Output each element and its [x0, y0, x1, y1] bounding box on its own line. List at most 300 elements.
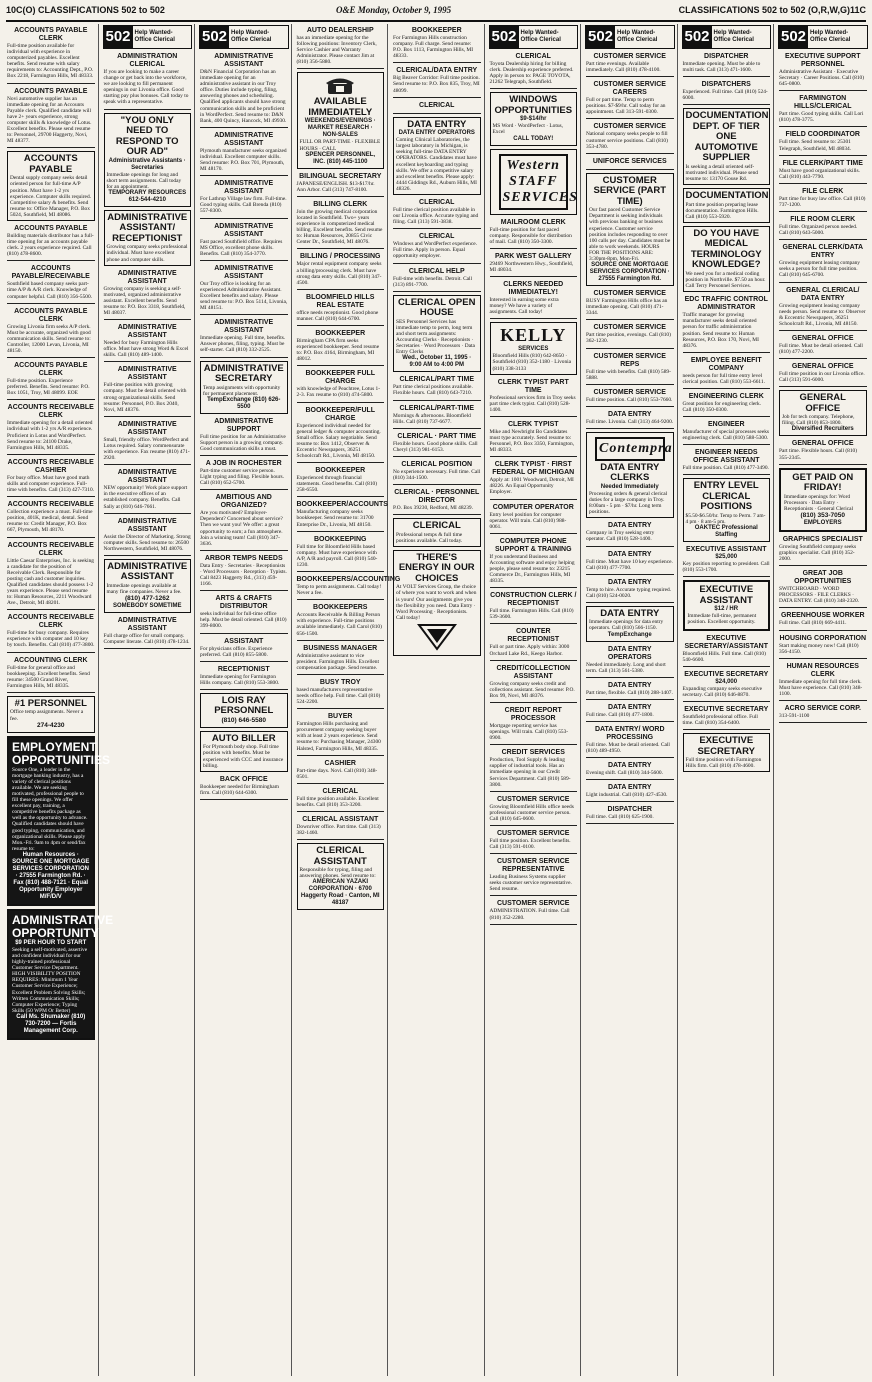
ad-body: Growing Southfield company seeks graphics specialist. Call (810) 352-2000.: [779, 543, 857, 563]
ad-heading: CUSTOMER SERVICE: [497, 900, 570, 908]
ad-heading: ENTRY LEVEL CLERICAL POSITIONS: [693, 480, 759, 513]
ad-body: Professional temps & full time positions available. Call today.: [396, 531, 463, 544]
ad-heading: BOOKKEEPER/ACCOUNTS: [296, 501, 388, 509]
ad-heading: GENERAL OFFICE: [791, 440, 854, 448]
ad-body: Source One, a leader in the mortgage banking industry, has a variety of clerical positions available. We are seeking motivated, professional people to fill these openings. We offer excellent pay, training, a competitive benefits package as well as the opportunity to advance. Qualified candidates should have good typing, communication, and organizational skills. Please apply Mon.-Fri. 9am to 4pm or send/fax resume to:: [12, 766, 88, 852]
ad-phone: 274-4230: [37, 721, 65, 729]
classified-ad: [779, 634, 867, 659]
ad-body: Immediate openings for data entry operators. Call (810) 566-1150.: [589, 619, 664, 632]
ad-heading: CASHIER: [324, 759, 356, 767]
ad-heading: ACCOUNTS PAYABLE: [14, 224, 88, 232]
classified-ad: [7, 87, 95, 149]
ad-heading: BOOKKEEPERS: [313, 604, 368, 612]
ad-body: Full time. Call (810) 625-1900.: [586, 814, 654, 821]
classified-ad: [297, 603, 385, 640]
ad-body: For Plymouth body shop. Full time position with benefits. Must be experienced with CCC and insurance billing.: [203, 744, 284, 769]
classified-ad: [297, 369, 385, 402]
classified-ad: [200, 179, 288, 218]
section-header: [199, 25, 289, 49]
classified-ad: [297, 843, 385, 910]
classified-ad: [7, 541, 95, 611]
ad-heading: COMPUTER OPERATOR: [492, 503, 574, 511]
ad-body: Full time. Call (810) 477-1800.: [586, 711, 654, 718]
volt-logo-icon: [417, 623, 457, 651]
ad-body: Processing orders & general clerical duties for a large company in Troy. 8:00am - 5 pm · $7/hr. Long term positions.: [589, 490, 668, 516]
classified-ad: [200, 731, 288, 772]
ad-heading: ADMINISTRATIVE ASSISTANT: [214, 264, 274, 280]
classified-ad: [200, 222, 288, 261]
ad-heading: CLERICAL ASSISTANT: [302, 816, 379, 823]
ad-body: Administrative Assistant · Executive Secretary · Career Positions. Call (810) 645-0800.: [779, 69, 865, 88]
section-header: [585, 25, 675, 49]
ad-body: Growing company seeks professional individual. Must have excellent phone and computer skills.: [106, 244, 188, 263]
ad-heading: FILE CLERK/PART TIME: [782, 159, 863, 167]
ad-body: Full time. Call (810) 669-4411.: [779, 620, 847, 627]
ad-heading: CUSTOMER SERVICE: [593, 388, 666, 396]
ad-contact: CALL TODAY!: [513, 135, 554, 142]
classified-ad: [490, 748, 578, 791]
ad-body: Is seeking a detail oriented self-motivated individual. Please send resume to: 13170 Gouse Rd.: [685, 163, 758, 183]
classified-ad: [200, 493, 288, 551]
section-number: 502: [683, 26, 712, 48]
ad-body: Full-time position available for individual with experience in computerized payables. Excellent benefits. Send resume with salary requirements to: Accounting Dept., P.O. Box 2218, Farmington Hills, MI 48333.: [7, 43, 94, 80]
classified-column: [294, 24, 401, 1376]
ad-body: BUSY Farmington Hills office has an immediate opening. Call (810) 471-3344.: [586, 298, 668, 317]
ad-heading: ADMINISTRATIVE ASSISTANT: [117, 469, 177, 485]
ad-heading: CUSTOMER SERVICE: [593, 290, 666, 298]
classified-ad: [104, 420, 192, 465]
ad-heading: FARMINGTON HILLS/CLERICAL: [793, 95, 852, 111]
classified-ad: [104, 616, 192, 649]
classified-ad: [393, 101, 481, 114]
ad-heading: GENERAL OFFICE: [791, 363, 854, 371]
classified-ad: [200, 361, 288, 414]
classified-ad: [779, 286, 867, 331]
ad-heading: ENGINEERING CLERK: [688, 392, 764, 400]
ad-heading: CUSTOMER SERVICE: [593, 324, 666, 332]
ad-phone: (810) 477-1262: [125, 595, 170, 603]
ad-body: Growing equipment leasing company needs person. Send resume to: Observer & Eccentric Newspapers, 36251 Schoolcraft Rd., Livonia, MI 48150.: [779, 302, 866, 327]
ad-heading: BOOKKEEPING: [313, 535, 367, 543]
ad-body: Fast paced Southfield office. Requires MS Office, excellent phone skills. Benefits. Call (810) 354-3770.: [200, 238, 283, 257]
ad-body: Part-time customer service person. Light typing and filing. Flexible hours. Call (810) 652-5700.: [200, 468, 284, 487]
ad-contact: Call Ms. Shumaker (810) 730-7200 — Fortis Management Corp.: [16, 1013, 86, 1034]
ad-heading: ACCOUNTS PAYABLE/RECEIVABLE: [11, 265, 90, 281]
ad-body: SWITCHBOARD · WORD PROCESSORS · FILE CLERKS · DATA ENTRY. Call (810) 348-2320.: [779, 586, 860, 605]
ad-heading: CLERK TYPIST · FIRST FEDERAL OF MICHIGAN: [492, 461, 575, 477]
ad-body: Join the growing medical corporation located in Southfield. Two+ years experience in computerized medical billing. Excellent benefits. Send resume to: Human Resources, 20855 Civic Center Dr., Southfield, MI 48076.: [296, 208, 383, 246]
ad-body: Must have good organizational skills. Call (810) 443-7790.: [779, 167, 860, 180]
classified-ad: [393, 117, 481, 195]
classified-ad: [7, 361, 95, 400]
ad-heading: BOOKKEEPER/FULL CHARGE: [305, 406, 376, 422]
classified-ad: [586, 388, 674, 407]
ad-heading: CREDIT/COLLECTION ASSISTANT: [496, 664, 570, 680]
classified-ad: [586, 550, 674, 575]
classified-ad: [297, 252, 385, 289]
ad-heading: "YOU ONLY NEED TO RESPOND TO OUR AD": [115, 114, 179, 158]
ad-body: Full time. Organized person needed. Call (810) 643-5000.: [779, 224, 858, 237]
classified-ad: [490, 322, 578, 374]
classified-ad: [7, 736, 111, 906]
classified-ad: [683, 188, 771, 223]
ad-body: Leading Business Systems supplier seeks customer service representative. Send resume.: [489, 874, 572, 893]
classified-column: [101, 24, 196, 1376]
classified-ad: [683, 634, 771, 667]
classified-ad: [683, 420, 771, 445]
classified-ad: [297, 644, 385, 675]
ad-body: Part time. Good typing skills. Call Lori (810) 478-3775.: [779, 111, 864, 124]
ad-body: We need you for a medical coding position in Northville. $7.50 an hour. Call Terry Personnel Services.: [685, 270, 766, 290]
ad-body: Mornings & afternoons. Bloomfield Hills. Call (810) 737-6677.: [393, 412, 471, 425]
classified-ad: [7, 403, 95, 454]
ad-body: Bookkeeper needed for Birmingham firm. Call (810) 644-6300.: [200, 783, 279, 796]
ad-heading: BOOKKEEPER: [315, 329, 366, 337]
classified-ad: [586, 703, 674, 722]
ad-heading: DATA ENTRY: [607, 522, 652, 530]
ad-heading: ADMINISTRATIVE ASSISTANT: [117, 366, 177, 382]
ad-body: If you understand Business and Accounting software and enjoy helping people, please send resume to: 23215 Commerce Dr., Farmington Hills, MI 48335.: [489, 553, 575, 585]
classified-ad: [200, 554, 288, 591]
ad-heading: DATA ENTRY: [607, 762, 652, 770]
ad-body: For Farmington Hills construction company. Full charge. Send resume: P.O. Box 1113, Farmington Hills, MI 48333.: [393, 35, 474, 60]
ad-body: Farmington Hills purchasing and procurement company seeking buyer with at least 2 years experience. Send resume to: Purchasing Manager, 24300 Halsted, Farmington Hills, MI 48335.: [296, 721, 381, 752]
ad-body: Evening shift. Call (810) 344-5600.: [586, 770, 663, 777]
ad-body: Full time. Must be detail oriented. Call (810) 477-2200.: [779, 342, 863, 355]
classified-ad: [490, 537, 578, 588]
ad-body: Growing company seeks credit and collections assistant. Send resume: P.O. Box 99, Novi, MI 48376.: [489, 680, 575, 699]
ad-body: Start making money now! Call (810) 356-4150.: [779, 642, 859, 655]
ad-heading: DATA ENTRY: [600, 607, 660, 619]
ad-heading: ADMINISTRATIVE ASSISTANT: [117, 517, 177, 533]
classified-ad: [490, 829, 578, 854]
classified-ad: [586, 681, 674, 700]
company-logo: Contempra: [595, 437, 665, 461]
ad-heading: BACK OFFICE: [219, 775, 268, 783]
classified-ad: [779, 662, 867, 701]
classified-ad: [490, 899, 578, 924]
ad-heading: BILLING / PROCESSING: [299, 253, 381, 261]
classified-ad: [490, 218, 578, 249]
ad-heading: HUMAN RESOURCES CLERK: [786, 662, 859, 678]
ad-body: Big Beaver Corridor: Full time position. Send resume to: P.O. Box 835, Troy, MI 48099.: [393, 75, 480, 94]
ad-body: seeks individual for full-time office help. Must be detail oriented. Call (810) 399-8000.: [200, 611, 287, 630]
ad-body: FULL OR PART-TIME · FLEXIBLE HOURS · CALL: [299, 139, 381, 152]
classified-ad: [490, 52, 578, 89]
ad-phone: (810) 353-7050: [800, 511, 845, 519]
ad-body: Apply at: 1001 Woodward, Detroit, MI 48226. An Equal Opportunity Employer.: [489, 477, 574, 496]
classified-ad: [779, 468, 867, 532]
ad-heading: BUSINESS MANAGER: [303, 644, 378, 652]
ad-heading: FILE ROOM CLERK: [790, 216, 856, 224]
ad-body: Downriver office. Part time. Call (313) 382-1460.: [296, 824, 381, 837]
ad-body: with knowledge of Peachtree, Lotus 1-2-3. Fax resume to (810) 474-5800.: [296, 386, 381, 399]
classified-ad: [297, 172, 385, 197]
classified-ad: [297, 535, 385, 572]
ad-body: Our fast paced Customer Service Department is seeking individuals with previous banking or business experience. Customer service position includes responding to over 100 calls per day. Candidates must be able to work weekends. HOURS FOR THE POSITIONS ARE: 3:30pm-8pm, Mon-Fri.: [589, 207, 671, 262]
ad-heading: BILLING CLERK: [313, 200, 368, 208]
classified-ad: [586, 761, 674, 780]
classified-ad: [393, 488, 481, 515]
ad-body: Immediate opening. Must be able to multi task. Call (313) 471-1600.: [682, 61, 761, 74]
classified-ad: [490, 378, 578, 417]
ad-heading: COUNTER RECEPTIONIST: [507, 628, 560, 644]
classified-ad: [393, 26, 481, 63]
ad-body: Manufacturing company seeks bookkeeper. Send resume to: 31700 Enterprise Dr., Livonia, MI 48150.: [296, 509, 374, 528]
ad-body: Full time. Farmington Hills. Call (810) 539-3600.: [489, 608, 574, 621]
ad-heading: ADMINISTRATIVE ASSISTANT: [117, 617, 177, 633]
ad-body: Light industrial. Call (810) 427-4530.: [586, 792, 668, 799]
ad-heading: CLERICAL/PART-TIME: [399, 404, 475, 412]
ad-contact: Diversified Recruiters: [791, 426, 854, 433]
ad-heading: CLERKS NEEDED IMMEDIATELY!: [503, 281, 564, 297]
ad-body: NEW opportunity! Work place support in the executive offices of an established company. Benefits. Call Sally at (810) 646-7661.: [103, 485, 188, 510]
classified-ad: [779, 334, 867, 359]
ad-heading: GET PAID ON FRIDAY!: [792, 471, 854, 494]
ad-heading: BUYER: [327, 713, 353, 721]
ad-heading: ENGINEER: [707, 421, 745, 429]
ad-subheading: Needed Immediately: [600, 483, 659, 490]
classified-column: [776, 24, 870, 1376]
ad-body: Southfield based company seeks part-time A/P & A/R clerk. Knowledge of computer helpful. Call (810) 356-5500.: [7, 281, 93, 300]
classified-ad: [586, 578, 674, 603]
ad-body: Full or part time. Temp to perm positions. $7-$9/hr. Call today for an appointment. Call 313-591-0300.: [586, 97, 666, 116]
ad-heading: CLERICAL ASSISTANT: [313, 845, 367, 867]
classified-ad: [779, 243, 867, 282]
ad-body: D&N Financial Corporation has an immediate opening for an administrative assistant in our Troy office. Duties include typing, filing, answering phones and scheduling. Qualified applicants should have strong communication skills and be proficient in WordPerfect. Send resume to: D&N Bank, 400 Quincy, Hancock, MI 49930.: [200, 69, 287, 124]
ad-body: Full time. Livonia. Call (313) 464-9200.: [586, 418, 674, 425]
ad-body: Part time. Flexible hours. Call (810) 355-2345.: [779, 448, 858, 461]
ad-heading: CLERICAL: [412, 520, 461, 532]
ad-heading: ADMINISTRATIVE OPPORTUNITY: [12, 912, 114, 940]
ad-heading: BILINGUAL SECRETARY: [299, 172, 382, 180]
classified-ad: [200, 594, 288, 633]
classified-ad: [297, 712, 385, 755]
classified-ad: [7, 151, 95, 221]
ad-body: Novi automotive supplier has an immediate opening for an Accounts Payable clerk. Qualified candidate will have 2+ years experience, strong computer skills & knowledge of Lotus. Excellent benefits. Please send resume to: Personnel, 29700 Haggerty, Novi, MI 48377.: [7, 95, 92, 145]
ad-heading: ADMINISTRATIVE ASSISTANT: [214, 180, 274, 196]
classified-ad: [200, 775, 288, 800]
classified-ad: [200, 459, 288, 490]
ad-body: Full time position in our Livonia office. Call (313) 591-6000.: [779, 371, 865, 384]
ad-subheading: $12 / HR: [714, 606, 739, 613]
ad-heading: ADMINISTRATIVE ASSISTANT: [214, 222, 274, 238]
ad-body: Traffic manager for growing manufacturer seeks detail oriented person for traffic administration position. Send resume to: Human Resources, P.O. Box 170, Novi, MI 48376.: [682, 312, 759, 349]
ad-heading: ACCOUNTS RECEIVABLE CLERK: [7, 404, 94, 420]
classified-ad: [393, 66, 481, 97]
classified-ad: [779, 215, 867, 240]
ad-body: Growing Bloomfield Hills office needs professional customer service person. Call (810) 645-0600.: [489, 803, 574, 822]
ad-subheading: DATA ENTRY OPERATORS: [398, 130, 475, 137]
ad-heading: GENERAL CLERK/DATA ENTRY: [782, 244, 863, 260]
ad-body: Responsible for typing, filing and answering phones. Send resume to:: [299, 867, 376, 880]
ad-body: Experienced through financial statements. Good benefits. Call (810) 258-6550.: [296, 475, 378, 494]
ad-body: needs person for full time entry level clerical position. Call (810) 553-6611.: [682, 372, 765, 385]
ad-body: Professional services firm in Troy seeks part time clerk typist. Call (810) 528-1400.: [489, 394, 576, 413]
ad-body: SES Personnel Services has immediate temp to perm, long term and short term assignments: Accounting Clerks · Receptionists · Secretaries · Word Processors · Data Entry Clerks: [396, 318, 475, 356]
ad-heading: DOCUMENTATION DEPT. OF TIER ONE AUTOMOTIVE SUPPLIER: [685, 110, 769, 164]
classified-column: [197, 24, 292, 1376]
classified-ad: [683, 52, 771, 77]
ad-subheading: $25,000: [715, 554, 738, 561]
ad-heading: CUSTOMER SERVICE CAREERS: [593, 81, 666, 97]
classified-ad: [490, 857, 578, 896]
classified-ad: [296, 575, 401, 600]
ad-heading: ARTS & CRAFTS DISTRIBUTOR: [215, 595, 272, 611]
classified-ad: [683, 545, 771, 577]
ad-body: Entry level position for computer operator. Will train. Call (810) 988-0061.: [489, 511, 567, 530]
ad-body: Part time position preparing lease documentation. Farmington Hills. Call (810) 553-5920.: [685, 201, 759, 220]
classified-ad: [683, 226, 771, 292]
ad-heading: PARK WEST GALLERY: [494, 252, 572, 260]
ad-body: Collection experience a must. Full-time position, 401K, medical, dental. Send resume to: Credit Manager, P.O. Box 667, Plymouth, MI 48170.: [7, 509, 93, 534]
ad-heading: BOOKKEEPER FULL CHARGE: [305, 370, 376, 386]
ad-heading: ADMINISTRATIVE SUPPORT: [214, 417, 274, 433]
classified-ad: [297, 72, 385, 168]
ad-heading: DISPATCHERS: [701, 81, 751, 89]
ad-heading: ADMINISTRATIVE ASSISTANT: [117, 420, 177, 436]
ad-heading: CUSTOMER SERVICE: [593, 53, 666, 60]
ad-heading: CUSTOMER SERVICE: [497, 829, 570, 837]
ad-heading: ADMINISTRATIVE ASSISTANT: [214, 53, 274, 68]
ad-heading: DOCUMENTATION: [685, 190, 769, 202]
ad-heading: CLERICAL · PART TIME: [397, 432, 477, 440]
ad-heading: CLERICAL: [419, 101, 455, 109]
classified-ad: [683, 80, 771, 105]
ad-body: Needed immediately. Long and short term. Call (313) 561-5380.: [586, 661, 666, 674]
ad-contact: TempExchange (810) 626-5500: [207, 396, 281, 410]
ad-contact: SOMEBODY SOMETIME: [112, 603, 182, 610]
classified-ad: [779, 569, 867, 608]
ad-body: MS Word · WordPerfect · Lotus, Excel: [492, 123, 563, 136]
ad-body: Temp to perm assignments. Call today! Never a fee.: [296, 584, 382, 597]
classified-ad: [200, 52, 288, 128]
ad-body: Immediate openings available at many fine companies. Never a fee.: [106, 582, 182, 595]
classified-ad: [586, 80, 674, 119]
classified-ad: [779, 439, 867, 464]
section-number: 502: [779, 26, 808, 48]
classified-ad: [393, 232, 481, 263]
ad-heading: CONSTRUCTION CLERK / RECEPTIONIST: [490, 592, 577, 608]
ad-heading: CUSTOMER SERVICE REPS: [593, 352, 666, 368]
ad-heading: CREDIT SERVICES: [501, 749, 565, 757]
company-logo: Western STAFF SERVICES: [499, 154, 569, 210]
ad-body: has an immediate opening for the following positions: Inventory Clerk, Service Cashier and Warranty Administrator. Please contact Jim at (810) 356-5880.: [296, 35, 377, 66]
classified-ad: [7, 458, 95, 497]
masthead-left: 10C(O) CLASSIFICATIONS 502 to 502: [6, 5, 165, 15]
classified-ad: [683, 580, 771, 630]
ad-body: Production, Tool Supply & leading supplier of industrial tools. Has an immediate opening in our Credit Services Department. Call (810) 589-3800.: [489, 757, 571, 788]
ad-heading: AUTO BILLER: [211, 732, 276, 744]
ad-body: Part time position, evenings. Call (810) 362-1230.: [586, 332, 671, 345]
classified-ad: [586, 432, 674, 518]
ad-body: JAPANESE/ENGLISH. $13-$17/hr. Ann Arbor. Call (313) 747-8100.: [296, 180, 375, 193]
classified-ad: [490, 795, 578, 826]
ad-subheading: $9-$14/hr: [520, 116, 547, 123]
masthead: [6, 2, 866, 22]
ad-heading: ADMINISTRATIVE ASSISTANT: [117, 269, 177, 285]
ad-heading: DISPATCHER: [607, 806, 652, 814]
ad-heading: EDC TRAFFIC CONTROL ADMINISTRATOR: [684, 296, 768, 312]
ad-heading: A JOB IN ROCHESTER: [205, 460, 282, 467]
section-label: Help Wanted- Office Clerical: [520, 30, 561, 43]
classified-ad: [7, 26, 95, 84]
classified-ad: [779, 94, 867, 127]
ad-body: Administrative assistant to vice president. Farmington Hills. Excellent compensation package. Send resume.: [296, 652, 379, 671]
classified-ad: [200, 264, 288, 315]
ad-body: Small, friendly office. WordPerfect and Lotus required. Salary commensurate with experience. Fax resume (810) 471-2920.: [103, 436, 190, 462]
ad-heading: WINDOWS OPPORTUNITIES: [494, 94, 573, 116]
classified-ad: [104, 517, 192, 556]
classified-ad: [297, 26, 385, 69]
classified-ad: [490, 149, 578, 215]
ad-body: Part time for busy law office. Call (810) 737-1200.: [779, 195, 866, 208]
ad-body: Immediate opening. Full time, benefits. Answer phones, filing, typing. Must be self-starter. Call (810) 332-2525.: [200, 335, 286, 354]
section-header: [489, 25, 579, 49]
ad-body: Flexible hours. Good phone skills. Call Cheryl (313) 981-6153.: [393, 440, 478, 453]
classified-ad: [7, 224, 95, 261]
ad-heading: CLERICAL: [419, 199, 455, 206]
ad-heading: COMPUTER PHONE SUPPORT & TRAINING: [494, 537, 572, 553]
classified-ad: [490, 503, 578, 534]
company-logo: KELLY: [500, 325, 567, 346]
classified-ad: [683, 295, 771, 353]
ad-body: If you are looking to make a career change or get back into the workforce, we are looking to fill permanent openings in our Livonia office. Good starting pay plus bonuses. Call today to speak with a representative.: [103, 69, 189, 106]
ad-body: Mike and Newbright Bo Candidates must type accurately. Send resume to: Personnel, P.O. Box 3350, Farmington, MI 48333.: [489, 428, 575, 454]
classified-ad: [683, 356, 771, 389]
ad-body: Little Caesar Enterprises, Inc. is seeking a candidate for the position of Receivable Clerk. Responsible for posting cash and customer inquiries. Qualified candidates should possess 1-2 years experience. Please send resume to: Human Resources, 2211 Woodward Ave., Detroit, MI 48201.: [7, 557, 94, 607]
ad-heading: FILE CLERK: [802, 187, 844, 195]
classified-ad: [779, 52, 867, 91]
ad-heading: AUTO DEALERSHIP: [306, 27, 374, 34]
section-label: Help Wanted- Office Clerical: [617, 30, 658, 43]
ad-heading: BOOKKEEPERS/ACCOUNTING: [296, 576, 401, 584]
section-header: [682, 25, 772, 49]
classified-ad: [393, 460, 481, 485]
classified-ad: [7, 307, 95, 358]
ad-body: Growing company is seeking a self-motivated, organized administrative assistant. Excellent benefits. Send resume to: P.O. Box 3318, Southfield, MI 48037.: [103, 285, 186, 316]
ad-contact: TEMPORARY RESOURCES 612-544-4210: [108, 189, 187, 203]
ad-heading: CLERICAL POSITION: [401, 460, 473, 468]
ad-body: Accounts Receivable & Billing Person with experience. Full-time positions available immediately. Call Carol (810) 656-1500.: [296, 612, 382, 637]
ad-heading: ACCOUNTING CLERK: [14, 656, 88, 664]
classified-ad: [200, 318, 288, 357]
ad-heading: GENERAL OFFICE: [799, 392, 846, 414]
ad-heading: DATA ENTRY: [607, 784, 652, 792]
ad-heading: EXECUTIVE SECRETARY: [697, 735, 756, 757]
classified-ad: [200, 131, 288, 176]
classified-ad: [296, 500, 388, 531]
ad-heading: EMPLOYEE BENEFIT COMPANY: [690, 356, 762, 372]
classified-ad: [586, 783, 674, 802]
classified-ad: [586, 323, 674, 348]
ad-heading: RECEPTIONIST: [217, 665, 270, 673]
ad-contact: TempExchange: [607, 631, 652, 638]
ad-heading: MAILROOM CLERK: [500, 218, 566, 226]
ad-body: Full time position. Excellent benefits. Call (313) 591-0100.: [489, 837, 571, 851]
ad-body: Part time, flexible. Call (810) 288-1407.: [586, 689, 673, 696]
ad-heading: EMPLOYMENT OPPORTUNITIES: [12, 739, 111, 767]
ad-heading: CLERICAL/DATA ENTRY: [396, 67, 478, 75]
classified-column: [583, 24, 678, 1376]
ad-heading: BUSY TROY: [319, 678, 361, 686]
classified-ad: [297, 200, 385, 250]
classified-ad: [104, 269, 192, 320]
ad-heading: GENERAL CLERICAL/ DATA ENTRY: [786, 286, 860, 302]
ad-heading: THERE'S ENERGY IN OUR CHOICES: [398, 551, 475, 584]
classified-ad: [297, 815, 385, 840]
classified-ad: [683, 705, 771, 730]
